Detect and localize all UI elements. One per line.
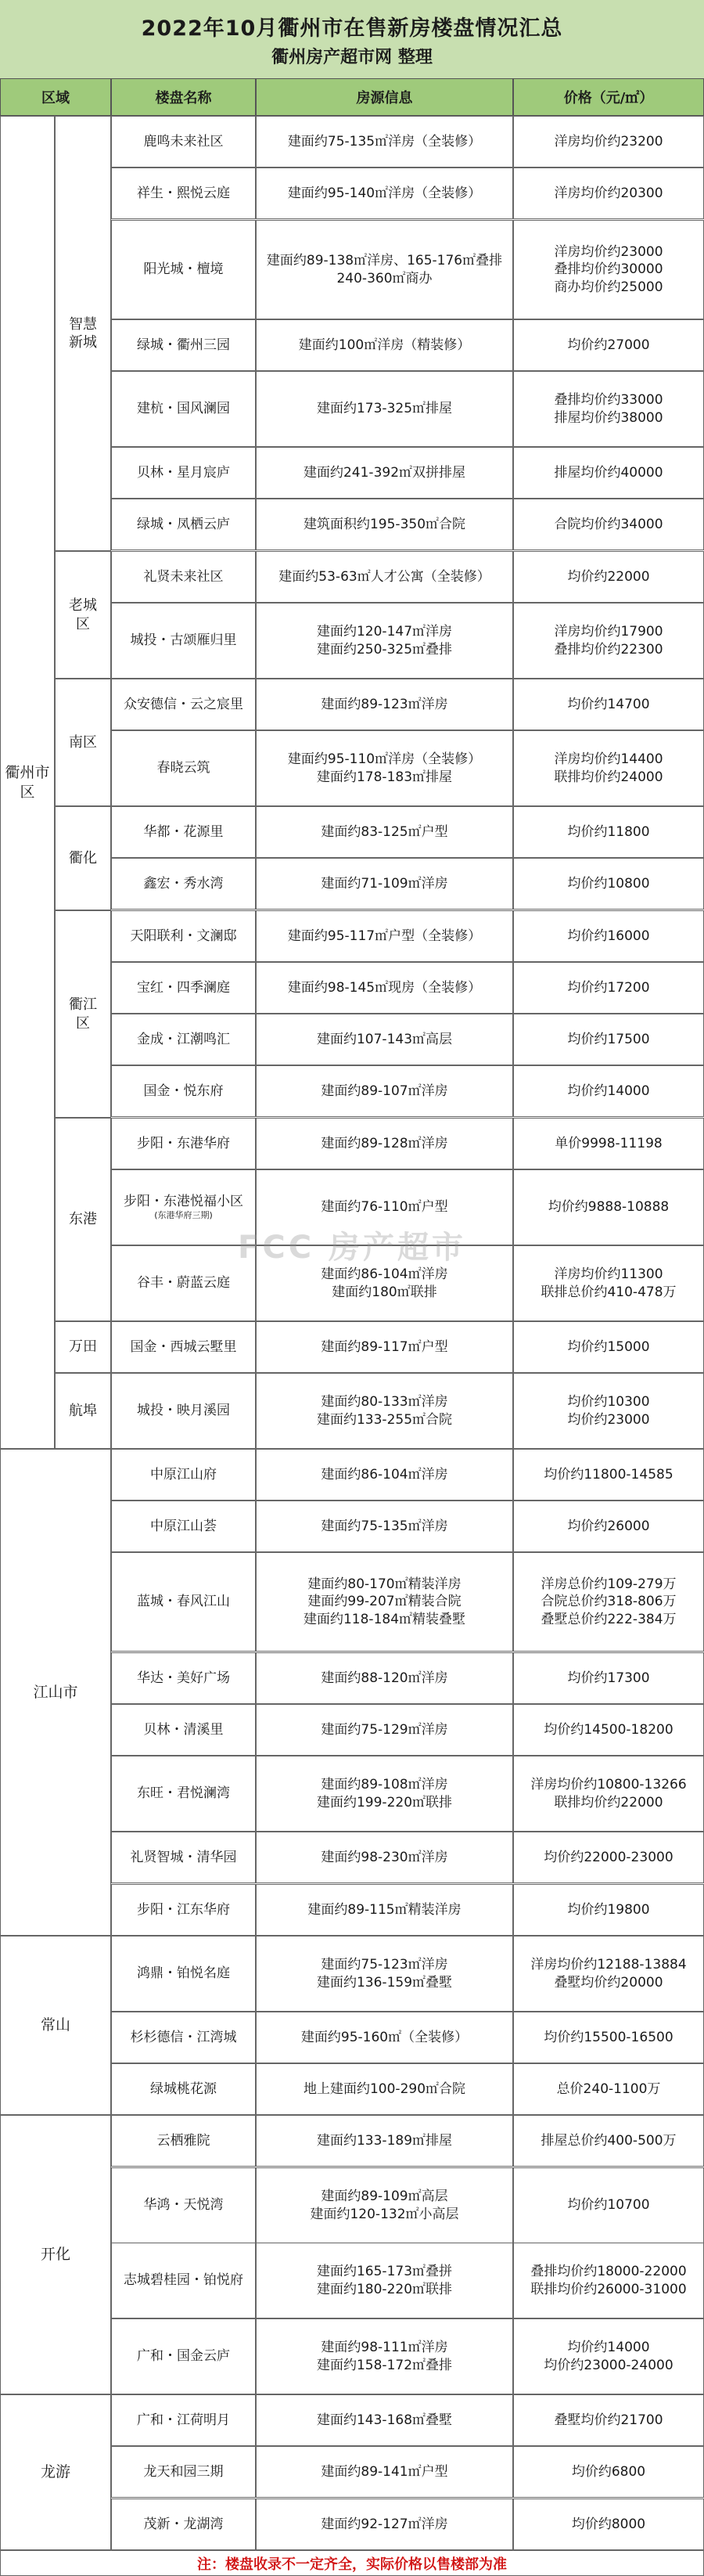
property-info: 建面约89-108㎡洋房 建面约199-220㎡联排 bbox=[256, 1756, 513, 1832]
property-info: 建面约107-143㎡高层 bbox=[256, 1014, 513, 1065]
district-cell-qujiang: 衢江区 bbox=[55, 910, 111, 1118]
property-name bbox=[111, 1065, 256, 1117]
property-name-text: 城投・映月溪园 bbox=[137, 1403, 230, 1419]
property-price: 总价240-1100万 bbox=[513, 2063, 704, 2115]
property-name-text: 茂新・龙湖湾 bbox=[143, 2516, 224, 2532]
property-price: 排屋总价约400-500万 bbox=[513, 2115, 704, 2167]
property-price: 叠排均价约18000-22000 联排均价约26000-31000 bbox=[513, 2243, 704, 2318]
property-price: 均价约11800-14585 bbox=[513, 1449, 704, 1501]
property-name-text: 绿城・凤栖云庐 bbox=[137, 516, 230, 532]
property-name bbox=[111, 2167, 256, 2243]
property-name-note: (东港华府三期) bbox=[154, 1210, 213, 1221]
property-price: 排屋均价约40000 bbox=[513, 447, 704, 499]
property-price: 均价约10300 均价约23000 bbox=[513, 1373, 704, 1449]
property-name bbox=[111, 730, 256, 806]
property-info: 建面约53-63㎡人才公寓（全装修） bbox=[256, 551, 513, 603]
property-price: 洋房均价约14400 联排均价约24000 bbox=[513, 730, 704, 806]
property-price: 洋房均价约20300 bbox=[513, 168, 704, 219]
property-name-text: 贝林・清溪里 bbox=[143, 1721, 224, 1738]
property-name bbox=[111, 910, 256, 962]
region-cell-quzhou: 衢州市区 bbox=[0, 116, 55, 1449]
property-name bbox=[111, 1118, 256, 1169]
property-name-text: 国金・悦东府 bbox=[143, 1083, 224, 1099]
property-info: 建面约98-230㎡洋房 bbox=[256, 1832, 513, 1883]
property-price: 均价约6800 bbox=[513, 2446, 704, 2498]
property-price: 洋房均价约23200 bbox=[513, 116, 704, 168]
property-info: 建面约75-129㎡洋房 bbox=[256, 1704, 513, 1756]
property-info: 建面约98-111㎡洋房 建面约158-172㎡叠排 bbox=[256, 2318, 513, 2394]
property-price: 合院均价约34000 bbox=[513, 499, 704, 550]
page-subtitle: 衢州房产超市网 整理 bbox=[271, 48, 433, 67]
region-cell-jiangshan: 江山市 bbox=[0, 1449, 111, 1936]
property-info: 建面约95-110㎡洋房（全装修） 建面约178-183㎡排屋 bbox=[256, 730, 513, 806]
property-info: 建面约92-127㎡洋房 bbox=[256, 2499, 513, 2550]
property-price: 洋房均价约17900 叠排均价约22300 bbox=[513, 603, 704, 679]
property-name-text: 宝红・四季澜庭 bbox=[137, 979, 230, 996]
property-name bbox=[111, 1652, 256, 1704]
property-info: 建面约133-189㎡排屋 bbox=[256, 2115, 513, 2167]
property-price: 叠墅均价约21700 bbox=[513, 2394, 704, 2446]
property-info: 建面约165-173㎡叠拼 建面约180-220㎡联排 bbox=[256, 2243, 513, 2318]
property-price: 均价约9888-10888 bbox=[513, 1169, 704, 1245]
property-info: 建面约89-117㎡户型 bbox=[256, 1321, 513, 1373]
column-header-info: 房源信息 bbox=[256, 78, 513, 116]
property-name-text: 绿城・衢州三园 bbox=[137, 337, 230, 353]
property-price: 单价9998-11198 bbox=[513, 1118, 704, 1169]
property-name-text: 众安德信・云之宸里 bbox=[124, 696, 243, 712]
property-name bbox=[111, 806, 256, 858]
property-name bbox=[111, 499, 256, 550]
property-name bbox=[111, 116, 256, 168]
region-cell-kaihua: 开化 bbox=[0, 2115, 111, 2394]
property-info: 建面约76-110㎡户型 bbox=[256, 1169, 513, 1245]
property-name bbox=[111, 1704, 256, 1756]
property-info: 建面约86-104㎡洋房 建面约180㎡联排 bbox=[256, 1245, 513, 1321]
property-name-text: 志城碧桂园・铂悦府 bbox=[124, 2272, 243, 2289]
property-price: 均价约17500 bbox=[513, 1014, 704, 1065]
property-name-text: 步阳・东港华府 bbox=[137, 1135, 230, 1151]
property-price: 洋房均价约12188-13884 叠墅均价约20000 bbox=[513, 1936, 704, 2012]
property-price: 均价约10800 bbox=[513, 858, 704, 910]
property-name-text: 华都・花源里 bbox=[143, 823, 224, 840]
property-name-text: 建杭・国风澜园 bbox=[137, 401, 230, 417]
property-info: 建面约89-141㎡户型 bbox=[256, 2446, 513, 2498]
property-price: 均价约17200 bbox=[513, 962, 704, 1014]
property-name bbox=[111, 1884, 256, 1936]
property-name-text: 鹿鸣未来社区 bbox=[143, 133, 224, 150]
property-info: 建面约95-140㎡洋房（全装修） bbox=[256, 168, 513, 219]
property-name-text: 祥生・熙悦云庭 bbox=[137, 185, 230, 201]
property-price: 均价约26000 bbox=[513, 1501, 704, 1552]
property-name-text: 礼贤未来社区 bbox=[143, 568, 224, 585]
column-header-price: 价格（元/㎡） bbox=[513, 78, 704, 116]
district-cell-hangbu: 航埠 bbox=[55, 1373, 111, 1449]
property-name-text: 城投・古颂雁归里 bbox=[130, 632, 237, 649]
district-cell-laocheng: 老城区 bbox=[55, 551, 111, 679]
property-name bbox=[111, 371, 256, 447]
property-info: 建面约89-138㎡洋房、165-176㎡叠排 240-360㎡商办 bbox=[256, 220, 513, 319]
property-name-text: 谷丰・蔚蓝云庭 bbox=[137, 1275, 230, 1292]
property-info: 建面约89-107㎡洋房 bbox=[256, 1065, 513, 1117]
property-name-text: 华达・美好广场 bbox=[137, 1670, 230, 1686]
property-name-text: 阳光城・檀境 bbox=[143, 261, 224, 278]
district-cell-donggang: 东港 bbox=[55, 1118, 111, 1321]
property-info: 建面约89-128㎡洋房 bbox=[256, 1118, 513, 1169]
property-name-text: 天阳联利・文澜邸 bbox=[130, 928, 237, 944]
property-name bbox=[111, 2063, 256, 2115]
property-info: 建面约89-123㎡洋房 bbox=[256, 679, 513, 730]
district-cell-nanqu: 南区 bbox=[55, 679, 111, 806]
property-info: 建面约86-104㎡洋房 bbox=[256, 1449, 513, 1501]
property-name bbox=[111, 679, 256, 730]
property-name bbox=[111, 2318, 256, 2394]
property-price: 洋房均价约23000 叠排均价约30000 商办均价约25000 bbox=[513, 220, 704, 319]
page-title: 2022年10月衢州市在售新房楼盘情况汇总 bbox=[141, 16, 563, 41]
property-name-text: 中原江山府 bbox=[150, 1466, 217, 1483]
property-price: 均价约19800 bbox=[513, 1884, 704, 1936]
property-price: 均价约8000 bbox=[513, 2499, 704, 2550]
property-name-text: 广和・国金云庐 bbox=[137, 2348, 230, 2365]
property-name bbox=[111, 1501, 256, 1552]
property-info: 建面约83-125㎡户型 bbox=[256, 806, 513, 858]
property-info: 建面约143-168㎡叠墅 bbox=[256, 2394, 513, 2446]
property-info: 建面约120-147㎡洋房 建面约250-325㎡叠排 bbox=[256, 603, 513, 679]
property-info: 建面约88-120㎡洋房 bbox=[256, 1652, 513, 1704]
property-name bbox=[111, 1169, 256, 1245]
district-cell-quhua: 衢化 bbox=[55, 806, 111, 910]
property-price: 洋房总价约109-279万 合院总价约318-806万 叠墅总价约222-384万 bbox=[513, 1552, 704, 1652]
property-info: 建面约100㎡洋房（精装修） bbox=[256, 319, 513, 371]
property-name-text: 国金・西城云墅里 bbox=[130, 1338, 237, 1355]
property-name bbox=[111, 858, 256, 910]
column-header-region: 区域 bbox=[0, 78, 111, 116]
property-info: 地上建面约100-290㎡合院 bbox=[256, 2063, 513, 2115]
property-info: 建面约75-135㎡洋房 bbox=[256, 1501, 513, 1552]
property-price: 均价约22000 bbox=[513, 551, 704, 603]
property-name-text: 步阳・江东华府 bbox=[137, 1901, 230, 1918]
property-price: 均价约16000 bbox=[513, 910, 704, 962]
district-cell-wantian: 万田 bbox=[55, 1321, 111, 1373]
property-price: 均价约11800 bbox=[513, 806, 704, 858]
property-name bbox=[111, 447, 256, 499]
watermark-logo: FCC 房产超市 bbox=[238, 1229, 466, 1266]
property-name bbox=[111, 319, 256, 371]
property-info: 建面约95-160㎡（全装修） bbox=[256, 2012, 513, 2063]
property-name bbox=[111, 1832, 256, 1883]
property-price: 洋房均价约11300 联排总价约410-478万 bbox=[513, 1245, 704, 1321]
column-header-name: 楼盘名称 bbox=[111, 78, 256, 116]
property-name bbox=[111, 2243, 256, 2318]
property-info: 建面约89-109㎡高层 建面约120-132㎡小高层 bbox=[256, 2167, 513, 2243]
property-name-text: 龙天和园三期 bbox=[143, 2463, 224, 2480]
property-name bbox=[111, 220, 256, 319]
property-name bbox=[111, 1449, 256, 1501]
property-price: 均价约10700 bbox=[513, 2167, 704, 2243]
property-info: 建筑面积约195-350㎡合院 bbox=[256, 499, 513, 550]
property-info: 建面约173-325㎡排屋 bbox=[256, 371, 513, 447]
property-name-text: 步阳・东港悦福小区 bbox=[124, 1194, 243, 1210]
footer-note: 注：楼盘收录不一定齐全，实际价格以售楼部为准 bbox=[0, 2550, 704, 2576]
property-info: 建面约95-117㎡户型（全装修） bbox=[256, 910, 513, 962]
property-name bbox=[111, 1936, 256, 2012]
property-name bbox=[111, 2499, 256, 2550]
property-name bbox=[111, 2115, 256, 2167]
property-price: 洋房均价约10800-13266 联排均价约22000 bbox=[513, 1756, 704, 1832]
property-name bbox=[111, 168, 256, 219]
property-name bbox=[111, 551, 256, 603]
property-name-text: 鸿鼎・铂悦名庭 bbox=[137, 1965, 230, 1982]
property-name-text: 东旺・君悦澜湾 bbox=[137, 1785, 230, 1802]
property-name-text: 云栖雅院 bbox=[156, 2132, 210, 2149]
property-name-text: 鑫宏・秀水湾 bbox=[143, 875, 224, 892]
property-price: 均价约27000 bbox=[513, 319, 704, 371]
property-price: 均价约14700 bbox=[513, 679, 704, 730]
property-name bbox=[111, 962, 256, 1014]
property-price: 均价约14000 bbox=[513, 1065, 704, 1117]
property-name bbox=[111, 2394, 256, 2446]
property-name-text: 贝林・星月宸庐 bbox=[137, 464, 230, 481]
property-price: 均价约22000-23000 bbox=[513, 1832, 704, 1883]
property-price: 叠排均价约33000 排屋均价约38000 bbox=[513, 371, 704, 447]
property-name-text: 绿城桃花源 bbox=[150, 2081, 217, 2097]
property-name bbox=[111, 1245, 256, 1321]
property-name-text: 华鸿・天悦湾 bbox=[143, 2197, 224, 2214]
property-name-text: 礼贤智城・清华园 bbox=[130, 1849, 237, 1865]
region-cell-longyou: 龙游 bbox=[0, 2394, 111, 2550]
property-info: 建面约80-170㎡精装洋房 建面约99-207㎡精装合院 建面约118-184㎡精装叠墅 bbox=[256, 1552, 513, 1652]
property-name bbox=[111, 2012, 256, 2063]
property-name-text: 蓝城・春风江山 bbox=[137, 1594, 230, 1610]
property-info: 建面约89-115㎡精装洋房 bbox=[256, 1884, 513, 1936]
property-name bbox=[111, 2446, 256, 2498]
property-info: 建面约241-392㎡双拼排屋 bbox=[256, 447, 513, 499]
property-name bbox=[111, 1552, 256, 1652]
property-name bbox=[111, 1321, 256, 1373]
property-name-text: 广和・江荷明月 bbox=[137, 2412, 230, 2428]
property-name-text: 春晓云筑 bbox=[156, 760, 210, 776]
property-info: 建面约75-123㎡洋房 建面约136-159㎡叠墅 bbox=[256, 1936, 513, 2012]
property-name bbox=[111, 603, 256, 679]
property-price: 均价约15500-16500 bbox=[513, 2012, 704, 2063]
property-name-text: 杉杉德信・江湾城 bbox=[130, 2029, 237, 2045]
property-info: 建面约80-133㎡洋房 建面约133-255㎡合院 bbox=[256, 1373, 513, 1449]
property-info: 建面约98-145㎡现房（全装修） bbox=[256, 962, 513, 1014]
property-name bbox=[111, 1756, 256, 1832]
property-name bbox=[111, 1014, 256, 1065]
property-name bbox=[111, 1373, 256, 1449]
property-name-text: 金成・江潮鸣汇 bbox=[137, 1031, 230, 1047]
property-info: 建面约71-109㎡洋房 bbox=[256, 858, 513, 910]
region-cell-changshan: 常山 bbox=[0, 1936, 111, 2115]
property-info: 建面约75-135㎡洋房（全装修） bbox=[256, 116, 513, 168]
property-name-text: 中原江山荟 bbox=[150, 1518, 217, 1534]
district-cell-zhihui: 智慧新城 bbox=[55, 116, 111, 551]
property-price: 均价约14500-18200 bbox=[513, 1704, 704, 1756]
property-price: 均价约14000 均价约23000-24000 bbox=[513, 2318, 704, 2394]
property-price: 均价约15000 bbox=[513, 1321, 704, 1373]
property-price: 均价约17300 bbox=[513, 1652, 704, 1704]
